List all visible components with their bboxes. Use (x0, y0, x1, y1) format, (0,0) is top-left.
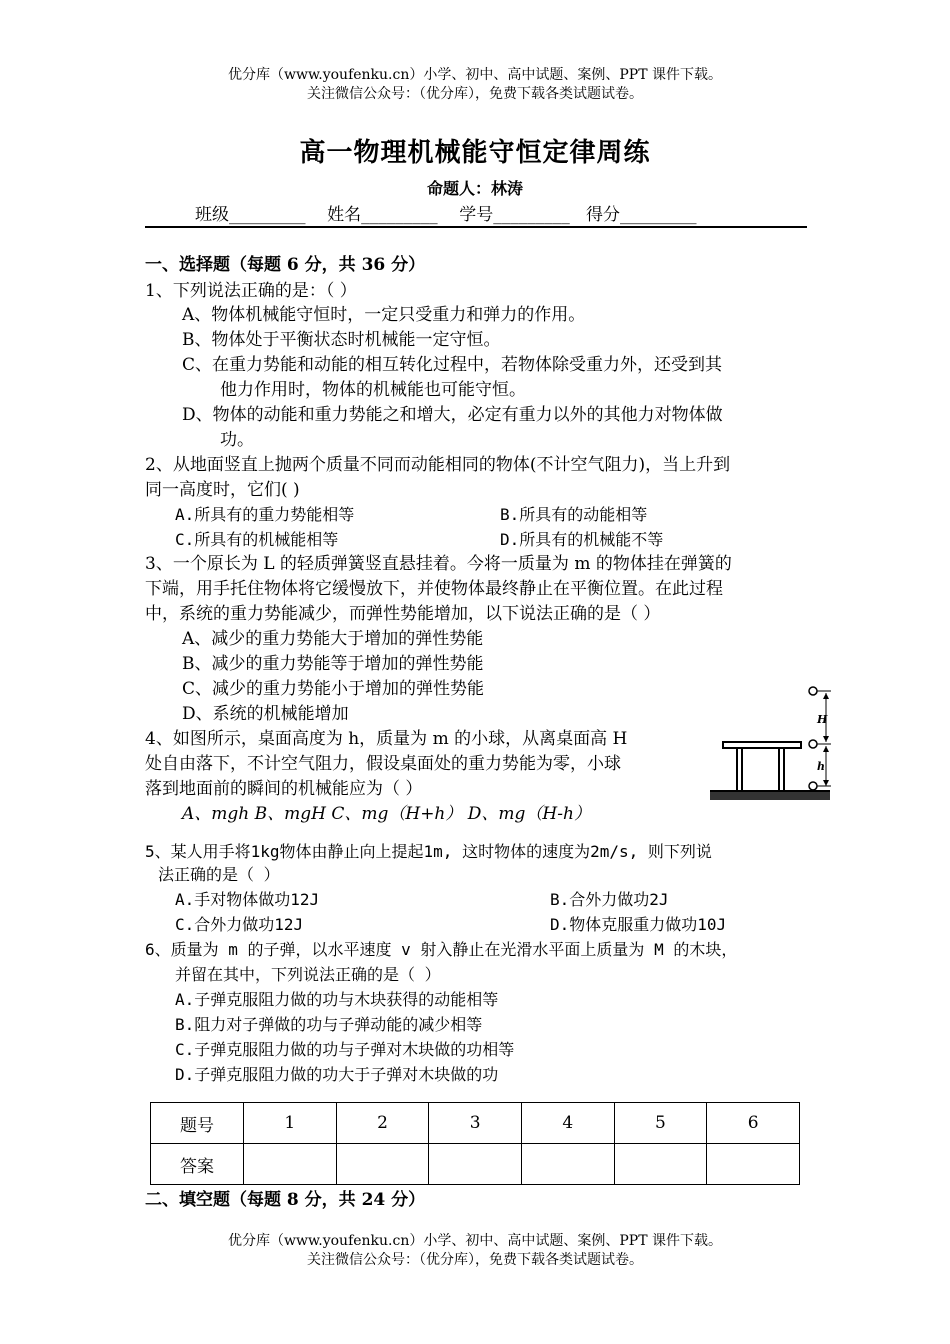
table-leg-left (737, 748, 742, 791)
student-info-line: 班级_________ 姓名_________ 学号_________ 得分_________ (195, 205, 697, 225)
q5-option-c: C.合外力做功12J (175, 915, 304, 934)
q6-option-a: A.子弹克服阻力做的功与木块获得的动能相等 (175, 990, 499, 1009)
q5-stem-line1: 5、某人用手将1kg物体由静止向上提起1m, 这时物体的速度为2m/s, 则下列说 (145, 842, 712, 861)
q3-option-d: D、系统的机械能增加 (182, 704, 349, 724)
page-title: 高一物理机械能守恒定律周练 (299, 138, 651, 168)
q1-option-a: A、物体机械能守恒时，一定只受重力和弹力的作用。 (182, 305, 586, 325)
answer-table (150, 1102, 800, 1185)
section1-heading: 一、选择题（每题 6 分，共 36 分） (145, 255, 426, 275)
q4-figure (705, 683, 835, 808)
q5-option-a: A.手对物体做功12J (175, 890, 320, 909)
table-number-3: 3 (429, 1103, 522, 1144)
q3-option-a: A、减少的重力势能大于增加的弹性势能 (182, 629, 484, 649)
table-top (723, 742, 801, 748)
q6-option-c: C.子弹克服阻力做的功与子弹对木块做的功相等 (175, 1040, 515, 1059)
table-leg-right (779, 748, 784, 791)
q2-stem-line1: 2、从地面竖直上抛两个质量不同而动能相同的物体(不计空气阻力)，当上升到 (145, 455, 731, 475)
table-row-answers (151, 1144, 800, 1185)
q1-option-c-line2: 他力作用时，物体的机械能也可能守恒。 (220, 380, 526, 400)
answer-cell-1[interactable] (244, 1144, 337, 1185)
q4-stem-line1: 4、如图所示，桌面高度为 h，质量为 m 的小球，从离桌面高 H (145, 729, 628, 749)
q3-stem-line2: 下端，用手托住物体将它缓慢放下，并使物体最终静止在平衡位置。在此过程 (145, 579, 723, 599)
answer-cell-2[interactable] (336, 1144, 429, 1185)
q5-option-b: B.合外力做功2J (550, 890, 669, 909)
q6-option-d: D.子弹克服阻力做的功大于子弹对木块做的功 (175, 1065, 499, 1084)
q1-option-c-line1: C、在重力势能和动能的相互转化过程中，若物体除受重力外，还受到其 (182, 355, 723, 375)
q6-stem-line1: 6、质量为 m 的子弹，以水平速度 v 射入静止在光滑水平面上质量为 M 的木块， (145, 940, 738, 959)
q2-stem-line2: 同一高度时，它们( ) (145, 480, 300, 500)
q2-option-a: A.所具有的重力势能相等 (175, 505, 355, 524)
q2-option-d: D.所具有的机械能不等 (500, 530, 664, 549)
author: 命题人：林涛 (426, 179, 523, 198)
q1-option-d-line1: D、物体的动能和重力势能之和增大，必定有重力以外的其他力对物体做 (182, 405, 723, 425)
header-line-2: 关注微信公众号：（优分库），免费下载各类试题试卷。 (307, 86, 643, 102)
q2-option-c: C.所具有的机械能相等 (175, 530, 339, 549)
table-label-answer: 答案 (151, 1144, 244, 1185)
header-divider (145, 226, 807, 228)
q4-stem-line3: 落到地面前的瞬间的机械能应为（ ） (145, 779, 423, 799)
q3-option-c: C、减少的重力势能小于增加的弹性势能 (182, 679, 485, 699)
q5-stem-line2: 法正确的是（ ） (158, 865, 280, 884)
table-number-4: 4 (521, 1103, 614, 1144)
q1-option-b: B、物体处于平衡状态时机械能一定守恒。 (182, 330, 501, 350)
q4-stem-line2: 处自由落下，不计空气阻力，假设桌面处的重力势能为零，小球 (145, 754, 621, 774)
q3-stem-line3: 中，系统的重力势能减少，而弹性势能增加，以下说法正确的是（ ） (145, 604, 661, 624)
table-number-5: 5 (614, 1103, 707, 1144)
footer-line-2: 关注微信公众号：（优分库），免费下载各类试题试卷。 (307, 1252, 643, 1268)
answer-cell-4[interactable] (521, 1144, 614, 1185)
answer-cell-6[interactable] (707, 1144, 800, 1185)
h-label: h (817, 760, 825, 773)
q2-option-b: B.所具有的动能相等 (500, 505, 648, 524)
ball-bottom (809, 782, 817, 790)
q1-option-d-line2: 功。 (220, 430, 254, 450)
table-number-2: 2 (336, 1103, 429, 1144)
section2-heading: 二、填空题（每题 8 分，共 24 分） (145, 1190, 426, 1210)
H-label: H (817, 713, 828, 726)
table-row-numbers (151, 1103, 800, 1144)
header-line-1: 优分库（www.youfenku.cn）小学、初中、高中试题、案例、PPT 课件下载。 (227, 67, 722, 83)
table-number-1: 1 (244, 1103, 337, 1144)
q1-stem: 1、下列说法正确的是：（ ） (145, 281, 357, 301)
table-label-number: 题号 (151, 1103, 244, 1144)
q3-stem-line1: 3、一个原长为 L 的轻质弹簧竖直悬挂着。今将一质量为 m 的物体挂在弹簧的 (145, 554, 732, 574)
q4-options: A、mgh B、mgH C、mg（H+h） D、mg（H-h） (182, 804, 591, 824)
ball-middle (809, 740, 817, 748)
q6-stem-line2: 并留在其中，下列说法正确的是（ ） (175, 965, 441, 984)
answer-cell-5[interactable] (614, 1144, 707, 1185)
q5-option-d: D.物体克服重力做功10J (550, 915, 727, 934)
answer-cell-3[interactable] (429, 1144, 522, 1185)
q6-option-b: B.阻力对子弹做的功与子弹动能的减少相等 (175, 1015, 483, 1034)
footer-line-1: 优分库（www.youfenku.cn）小学、初中、高中试题、案例、PPT 课件下载。 (227, 1233, 722, 1249)
q3-option-b: B、减少的重力势能等于增加的弹性势能 (182, 654, 484, 674)
table-number-6: 6 (707, 1103, 800, 1144)
ball-top (809, 687, 817, 695)
ground (710, 791, 830, 800)
